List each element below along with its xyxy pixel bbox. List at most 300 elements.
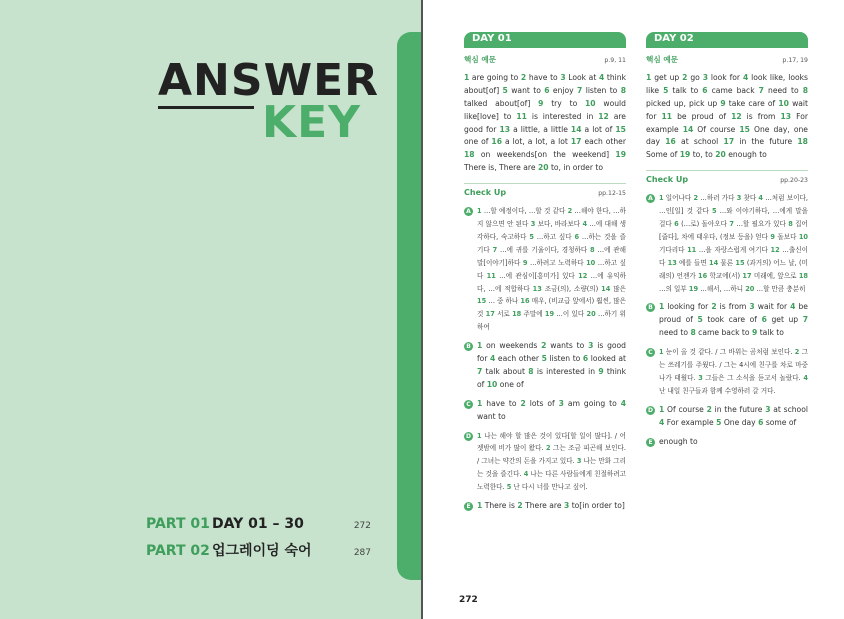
answer-text: 서로 (497, 310, 510, 319)
day02-header: DAY 02 (646, 32, 808, 48)
answer-text: in the future (739, 137, 793, 147)
answer-number: 2 (682, 72, 688, 82)
answer-number: 14 (570, 124, 582, 134)
answer-text: try to (551, 98, 578, 108)
answer-number: 18 (797, 137, 808, 147)
answer-text: look for (710, 72, 741, 82)
answer-text: get up (771, 315, 799, 325)
answer-text: get up (654, 72, 680, 82)
answer-number: 4 (742, 72, 749, 82)
checkup-blocks (646, 192, 808, 448)
answer-number: 3 (765, 404, 771, 414)
answer-number: 16 (698, 271, 708, 280)
answer-number: 4 (490, 354, 496, 364)
answer-text: There are (525, 501, 562, 511)
answer-number: 6 (574, 232, 580, 241)
answer-number: 10 (585, 98, 596, 108)
answer-text: One day (723, 417, 756, 427)
checkup-block (646, 192, 808, 295)
core-label: 핵심 예문 (464, 55, 496, 64)
answer-number: 2 (546, 444, 551, 453)
answer-text: 나는 다른 사람들에게 친절하려고 노력한다. (477, 470, 626, 492)
answer-number: 3 (702, 72, 708, 82)
answer-text: (과거의) 어느 날, (미래의) 언젠가 (659, 258, 808, 280)
answer-text: Of course (667, 404, 704, 414)
answer-number: 3 (576, 457, 582, 466)
toc-part: PART 02 (146, 543, 210, 559)
answer-number: 3 (749, 302, 755, 312)
answer-text: at school (773, 404, 808, 414)
day01-header: DAY 01 (464, 32, 626, 48)
block-answers (659, 436, 808, 449)
section-badge: C (464, 400, 473, 409)
answer-text: …해서, …하니 (700, 284, 744, 293)
answer-text: talk to (672, 85, 699, 95)
toc-page: 272 (353, 521, 371, 531)
answer-text: enough to (728, 150, 767, 160)
answer-number: 8 (620, 85, 627, 95)
answer-text: think about[of] (464, 72, 626, 95)
day01-column (464, 32, 626, 513)
answer-number: 13 (780, 111, 792, 121)
answer-text: 일어나다 (665, 194, 692, 203)
answer-text: Some of (646, 150, 678, 160)
toc-title: DAY 01 – 30 (212, 516, 304, 532)
answer-number: 4 (582, 219, 588, 228)
answer-text: is from (746, 111, 776, 121)
checkup-heading (464, 183, 626, 201)
answer-number: 4 (598, 72, 605, 82)
answer-text: 돌보다 (777, 232, 797, 241)
toc-part: PART 01 (146, 516, 210, 532)
answer-text: 예를 들면 (679, 258, 707, 267)
answer-text: listen to (585, 85, 618, 95)
answer-text: some of (765, 417, 797, 427)
answer-text: 그는 조금 피곤해 보인다. / 그녀는 약간의 돈을 가지고 있다. (477, 444, 626, 466)
checkup-label: Check Up (464, 188, 507, 198)
answer-text: …할 필요가 있다 (736, 219, 786, 228)
answer-text: want to (477, 411, 506, 421)
answer-number: 6 (758, 417, 764, 427)
answer-text: is interested in (536, 366, 596, 376)
answer-text: …하러 가다 (700, 194, 735, 203)
checkup-block (464, 205, 626, 334)
answer-text: talked about[of] (464, 98, 531, 108)
answer-number: 1 (659, 302, 665, 312)
answer-text: to, to (692, 150, 713, 160)
answer-text: a lot, a lot, a lot (504, 137, 568, 147)
answer-number: 9 (522, 258, 528, 267)
answer-number: 6 (544, 85, 550, 95)
checkup-blocks (464, 205, 626, 513)
answer-number: 20 (715, 150, 726, 160)
answer-text: is interested in (531, 111, 594, 121)
answer-text: 그는 쓰레기를 주웠다. / 그는 4시에 친구를 차로 마중 나가 태웠다. (659, 348, 808, 382)
answer-text: One day, one day (646, 124, 808, 147)
answer-text: …해야 한다, …하지 않으면 안 된다 (477, 207, 626, 228)
answer-number: 3 (563, 501, 570, 511)
answer-text: …하고 싶다 (536, 232, 572, 241)
answer-number: 4 (758, 194, 763, 203)
toc-page: 287 (353, 548, 371, 558)
answer-number: 12 (770, 245, 780, 254)
answer-number: 1 (477, 501, 483, 511)
answer-number: 6 (702, 85, 708, 95)
checkup-pages: pp.20-23 (780, 177, 808, 185)
answer-number: 1 (477, 341, 483, 351)
section-badge: B (464, 342, 473, 351)
answer-text: came back to (698, 328, 750, 338)
block-answers (477, 430, 626, 495)
answer-number: 1 (659, 348, 664, 357)
answer-text: go (690, 72, 700, 82)
answer-text: …할 예정이다, …할 것 같다 (483, 207, 566, 216)
answer-number: 4 (803, 373, 808, 382)
title-rule (158, 106, 254, 109)
answer-number: 6 (674, 219, 679, 228)
page-number: 272 (459, 595, 478, 605)
block-answers (477, 205, 626, 334)
toc-row[interactable] (146, 540, 371, 564)
answer-number: 6 (761, 315, 767, 325)
answer-number: 1 (659, 404, 665, 414)
answer-number: 10 (778, 98, 789, 108)
answer-text: looked at (590, 354, 627, 364)
checkup-block (646, 404, 808, 430)
answer-text: be proud of (677, 111, 727, 121)
answer-text: picked up, pick up (646, 98, 718, 108)
answer-number: 8 (802, 85, 808, 95)
answer-number: 5 (697, 315, 703, 325)
answer-text: listen to (549, 354, 581, 364)
answer-number: 2 (520, 72, 527, 82)
checkup-heading (646, 170, 808, 188)
answer-text: need to (768, 85, 799, 95)
section-badge: E (646, 438, 655, 447)
answer-text: to[in order to] (571, 501, 625, 511)
answer-number: 3 (558, 398, 564, 408)
checkup-block (464, 398, 626, 424)
answer-number: 11 (661, 111, 673, 121)
answer-text: take care of (728, 98, 776, 108)
answer-number: 17 (723, 137, 735, 147)
answer-text: in the future (714, 404, 763, 414)
answer-number: 1 (477, 398, 483, 408)
core-heading (464, 54, 626, 68)
answer-number: 12 (578, 271, 588, 280)
checkup-label: Check Up (646, 175, 689, 185)
answer-text: wait for (646, 98, 809, 121)
answer-text: …하는 것을 즐기다 (477, 232, 626, 254)
answer-text: …에 대해 생각하다, 숙고하다 (477, 219, 626, 241)
answer-number: 12 (598, 111, 609, 121)
answer-text: at school (681, 137, 719, 147)
answer-text: need to (659, 328, 689, 338)
answer-number: 9 (751, 328, 758, 338)
answer-text: lots of (529, 398, 555, 408)
answer-text: (…로) 돌아오다 (681, 219, 728, 228)
answer-number: 10 (486, 379, 498, 389)
answer-text: on weekends[on the weekend] (480, 150, 610, 160)
answer-number: 9 (770, 232, 775, 241)
answer-text: …출신이다 (659, 245, 808, 267)
answer-text: 집어[줍다], 차에 태우다, (정보 등을) 얻다 (659, 219, 808, 241)
answer-number: 3 (736, 194, 742, 203)
answer-text: …에 관해 말[이야기]하다 (477, 245, 626, 267)
key-title: KEY (262, 97, 362, 148)
answer-number: 7 (729, 219, 734, 228)
answer-number: 3 (588, 341, 594, 351)
section-badge: A (646, 194, 655, 203)
answer-text: …에 관심이[흥미가] 있다 (499, 271, 575, 280)
answer-text: 매우, (비교급 앞에서) 훨씬, 많은 것 (477, 297, 626, 319)
answer-number: 5 (541, 354, 547, 364)
answer-text: wants to (550, 341, 585, 351)
answer-text: think of (477, 366, 627, 389)
answer-number: 15 (735, 258, 745, 267)
answer-number: 20 (537, 163, 549, 173)
answer-number: 2 (711, 302, 717, 312)
answer-text: a little, a little (513, 124, 568, 134)
answer-title: ANSWER (158, 55, 380, 106)
answer-number: 1 (477, 207, 482, 216)
answer-text: Of course (697, 124, 736, 134)
answer-text: one of (464, 137, 489, 147)
answer-number: 16 (520, 297, 530, 306)
answer-number: 15 (477, 297, 487, 306)
answer-text: have to (486, 398, 517, 408)
answer-number: 20 (745, 284, 755, 293)
answer-text: each other (497, 354, 540, 364)
checkup-block (464, 500, 626, 513)
answer-text: 미래에, 앞으로 (753, 271, 797, 280)
answer-text: 난 다시 너를 만나고 싶어. (513, 483, 588, 492)
toc-title: 업그레이딩 숙어 (212, 543, 312, 559)
answer-text: …처럼 보이다, …인[일] 것 같다 (659, 194, 808, 216)
answer-text: are going to (471, 72, 519, 82)
answer-text: would like[love] to (464, 98, 626, 121)
answer-number: 18 (464, 150, 475, 160)
answer-number: 8 (690, 328, 696, 338)
answer-number: 18 (512, 310, 522, 319)
answer-number: 14 (601, 284, 611, 293)
answer-text: …할 만큼 충분히 (756, 284, 806, 293)
answer-number: 17 (570, 137, 582, 147)
answer-number: 7 (492, 245, 498, 254)
block-answers (659, 404, 808, 430)
answer-text: 눈이 올 것 같다. / 그 바위는 곰처럼 보인다. (665, 348, 793, 357)
answer-number: 16 (491, 137, 502, 147)
answer-number: 13 (499, 124, 511, 134)
checkup-block (646, 301, 808, 340)
answer-number: 1 (464, 72, 470, 82)
answer-number: 10 (586, 258, 596, 267)
answer-number: 19 (615, 150, 626, 160)
block-answers (659, 301, 808, 340)
core-pages: p.17, 19 (782, 57, 808, 64)
answer-number: 3 (560, 72, 566, 82)
answer-text: on weekends (486, 341, 538, 351)
answer-text: There is, There are (464, 163, 536, 173)
section-badge: B (646, 303, 655, 312)
answer-text: …이 있다 (556, 310, 585, 319)
answer-text: want to (511, 85, 541, 95)
answer-number: 7 (802, 315, 808, 325)
answer-number: 18 (798, 271, 808, 280)
answer-number: 7 (758, 85, 764, 95)
answer-number: 2 (541, 341, 547, 351)
block-answers (477, 340, 626, 392)
answer-text: Look at (568, 72, 597, 82)
answer-number: 17 (485, 310, 495, 319)
answer-number: 13 (667, 258, 677, 267)
section-badge: C (646, 348, 655, 357)
answer-number: 17 (742, 271, 752, 280)
answer-number: 4 (659, 417, 665, 427)
answer-number: 13 (532, 284, 542, 293)
answer-text: … 중 하나 (488, 297, 519, 306)
answer-text: …하고 싶다 (477, 258, 626, 280)
answer-number: 19 (679, 150, 691, 160)
answer-number: 16 (665, 137, 676, 147)
answer-number: 12 (731, 111, 742, 121)
answer-number: 11 (516, 111, 527, 121)
answer-text: to, in order to (550, 163, 604, 173)
answer-number: 2 (567, 207, 573, 216)
answer-text: one of (499, 379, 524, 389)
answer-text: For example (666, 417, 714, 427)
answer-number: 3 (530, 219, 536, 228)
answer-number: 5 (529, 232, 534, 241)
answer-text: …의 일부 (659, 284, 687, 293)
answer-number: 8 (528, 366, 534, 376)
answer-text: talk to (759, 328, 784, 338)
section-badge: A (464, 207, 473, 216)
answer-number: 15 (615, 124, 626, 134)
answer-text: …을 자랑스럽게 여기다 (698, 245, 768, 254)
answer-number: 14 (682, 124, 694, 134)
answer-number: 4 (790, 302, 796, 312)
answer-text: 그들은 그 소식을 듣고서 놀랐다. (705, 373, 801, 382)
answer-text: …하려고 노력하다 (529, 258, 584, 267)
answer-number: 9 (538, 98, 544, 108)
checkup-block (646, 436, 808, 449)
answer-number: 11 (687, 245, 697, 254)
answer-text: 기다리다 (659, 245, 685, 254)
answer-number: 19 (688, 284, 699, 293)
answer-text: …하기 위하여 (477, 310, 626, 332)
answer-number: 5 (502, 85, 508, 95)
answer-text: a lot of (584, 124, 613, 134)
core-label: 핵심 예문 (646, 55, 678, 64)
answer-number: 9 (598, 366, 604, 376)
checkup-block (646, 346, 808, 398)
answer-number: 8 (788, 219, 793, 228)
checkup-block (464, 340, 626, 392)
answer-number: 15 (739, 124, 750, 134)
answer-text: be proud of (659, 302, 808, 325)
answer-number: 14 (708, 258, 719, 267)
block-answers (477, 398, 626, 424)
answer-text: 난 내일 친구들과 함께 수영하러 갈 거다. (659, 386, 776, 395)
answer-number: 9 (720, 98, 726, 108)
answer-text: 보다, 바라보다 (537, 219, 581, 228)
block-answers (659, 192, 808, 295)
answer-number: 2 (794, 348, 800, 357)
answer-number: 6 (582, 354, 589, 364)
answer-text: came back (711, 85, 755, 95)
answer-text: each other (584, 137, 626, 147)
green-page-tab (397, 32, 422, 580)
answer-text: 찾다 (743, 194, 757, 203)
answer-text: For example (646, 111, 808, 134)
answer-text: 조금(의), 소량(의) (544, 284, 599, 293)
answer-text: talk about (485, 366, 525, 376)
block-answers (659, 346, 808, 398)
answer-number: 4 (523, 470, 529, 479)
answer-number: 19 (544, 310, 555, 319)
answer-number: 8 (590, 245, 595, 254)
answer-text: is from (719, 302, 747, 312)
answer-text: looking for (667, 302, 709, 312)
checkup-block (464, 430, 626, 495)
answer-text: look like, looks like (646, 72, 808, 95)
answer-number: 7 (577, 85, 583, 95)
answer-text: 주말에 (523, 310, 543, 319)
core-pages: p.9, 11 (604, 57, 626, 64)
answer-number: 5 (716, 417, 722, 427)
core-answers (464, 72, 626, 175)
answer-text: 나는 해야 할 많은 것이 있다[할 일이 많다]. / 어젯밤에 비가 많이 왔다. (477, 431, 626, 453)
answer-text: have to (528, 72, 558, 82)
answer-text: are good for (464, 111, 626, 134)
answer-number: 2 (520, 398, 526, 408)
answer-number: 4 (620, 398, 626, 408)
answer-number: 5 (506, 483, 512, 492)
answer-text: 물론 (720, 258, 734, 267)
answer-text: am going to (567, 398, 617, 408)
answer-text: …에 귀를 기울이다, 경청하다 (500, 245, 588, 254)
answer-number: 1 (646, 72, 652, 82)
answer-text: There is (484, 501, 515, 511)
answer-number: 10 (798, 232, 808, 241)
answer-number: 2 (517, 501, 523, 511)
core-answers (646, 72, 808, 162)
section-badge: D (646, 406, 655, 415)
toc-row[interactable] (146, 516, 371, 540)
answer-text: 학교에(서) (709, 271, 741, 280)
section-badge: E (464, 502, 473, 511)
answer-text: took care of (707, 315, 757, 325)
answer-number: 2 (693, 194, 699, 203)
answer-number: 1 (477, 431, 482, 440)
answer-number: 5 (711, 207, 717, 216)
answer-number: 3 (698, 373, 703, 382)
answer-text: …에 유익하다, …에 적합하다 (477, 271, 626, 293)
core-heading (646, 54, 808, 68)
day02-column (646, 32, 808, 448)
block-answers (477, 500, 626, 513)
answer-text: wait for (757, 302, 788, 312)
answer-number: 11 (486, 271, 496, 280)
table-of-contents (146, 516, 371, 564)
answer-text: is good for (477, 341, 627, 364)
answer-number: 20 (586, 310, 596, 319)
answer-text: …와 이야기하다, …에게 말을 걸다 (659, 207, 808, 228)
checkup-pages: pp.12-15 (598, 190, 626, 198)
answer-text: enough to (659, 436, 698, 446)
answer-number: 5 (663, 85, 669, 95)
